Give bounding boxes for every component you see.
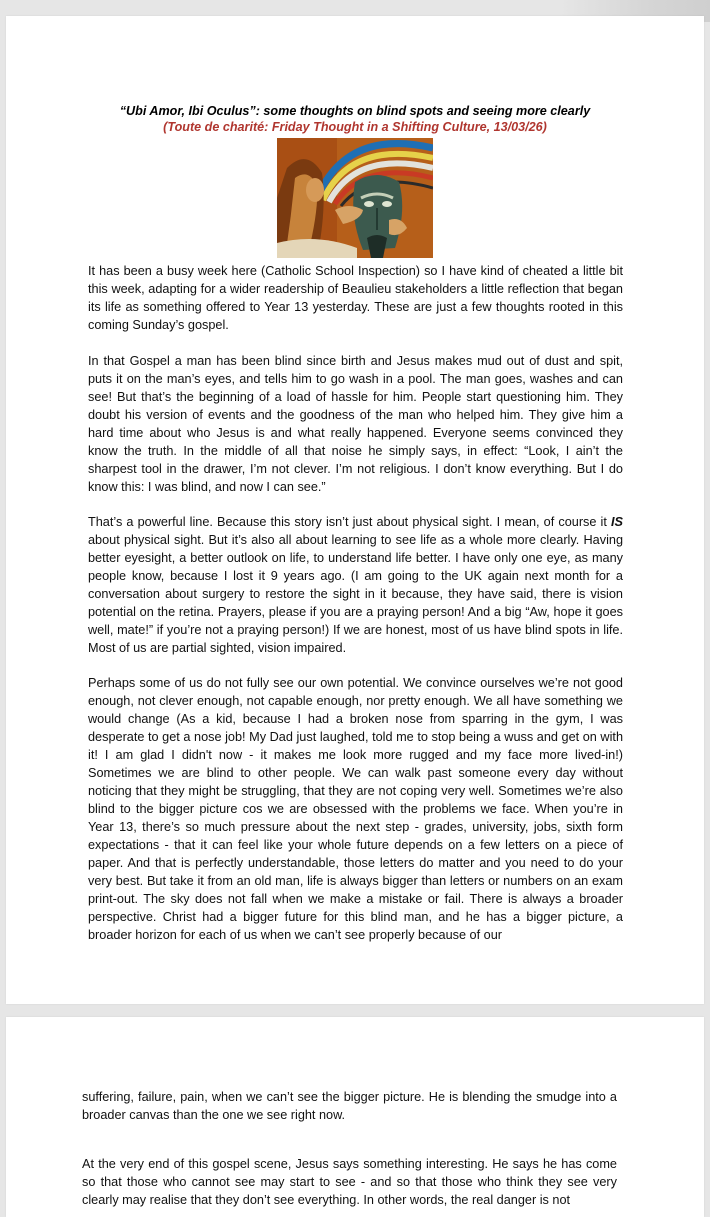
paragraph-3-part-b: about physical sight. But it’s also all about learning to see life as a whole more clearly. Having better eyesight, a better outlook on life, to understand life better. I have only one eye, as many people know, because I lost it 9 years ago. (I am going to the UK again next month for a conversation about surgery to restore the sight in it because, they have said, there is vision potential on the retina. Prayers, please if you are a praying person! And a big “Aw, hope it goes well, mate!” if you’re not a praying person!) If we are honest, most of us have blind spots in life. Most of us are partial sighted, vision impaired. xyxy=(88,533,623,655)
paragraph-3-emphasis: IS xyxy=(611,515,623,529)
healing-blind-man-painting xyxy=(277,138,433,258)
paragraph-4: Perhaps some of us do not fully see our own potential. We convince ourselves we’re not good enough, not clever enough, not capable enough, nor pretty enough. We all have something we would change (As a kid, because I had a broken nose from sparring in the gym, I was desperate to get a nose job! My Dad just laughed, told me to stop being a wuss and get on with it! I am glad I didn't now - it makes me look more rugged and my face more lived-in!) Sometimes we are blind to other people. We can walk past someone every day without noticing that they might be struggling, that they are not coping very well. Sometimes we’re also blind to the bigger picture cos we are obsessed with the problems we face. When you’re in Year 13, there’s so much pressure about the next step - grades, university, jobs, sixth form expectations - that it can feel like your whole future depends on a few letters on a piece of paper. And that is perfectly understandable, those letters do matter and you need to do your very best. But take it from an old man, life is always bigger than letters or numbers on an exam print-out. The sky does not fall when we make a mistake or fail. There is always a broader perspective. Christ had a bigger future for this blind man, and he has a bigger picture, a broader horizon for each of us when we can’t see properly because of our xyxy=(88,676,623,942)
document-title xyxy=(6,103,704,135)
paragraph-6: At the very end of this gospel scene, Jesus says something interesting. He says he has come so that those who cannot see may start to see - and so that those who think they see very clearly may realise that they don’t see everything. In other words, the real danger is not xyxy=(82,1157,617,1207)
paragraph-1: It has been a busy week here (Catholic School Inspection) so I have kind of cheated a little bit this week, adapting for a wider readership of Beaulieu stakeholders a little reflection that began its life as something offered to Year 13 yesterday. These are just a few thoughts rooted in this coming Sunday’s gospel. xyxy=(88,264,623,332)
document-page-1 xyxy=(6,16,704,1004)
paragraph-5: suffering, failure, pain, when we can’t see the bigger picture. He is blending the smudge into a broader canvas than the one we see right now. xyxy=(82,1090,617,1122)
paragraph-3-part-a: That’s a powerful line. Because this story isn’t just about physical sight. I mean, of course it xyxy=(88,515,611,529)
paragraph-2: In that Gospel a man has been blind since birth and Jesus makes mud out of dust and spit, puts it on the man’s eyes, and tells him to go wash in a pool. The man goes, washes and can see! But that’s the beginning of a load of hassle for him. People start questioning him. They doubt his version of events and the goodness of the man who helped him. They give him a hard time about who Jesus is and what really happened. Everyone seems convinced they know the truth. In the middle of all that noise he simply says, in effect: “Look, I ain’t the sharpest tool in the drawer, I’m not clever. I’m not religious. I don’t know everything. But I do know this: I was blind, and now I can see.” xyxy=(88,354,623,494)
title-line-2: (Toute de charité: Friday Thought in a Shifting Culture, 13/03/26) xyxy=(163,120,547,134)
title-line-1 xyxy=(6,103,704,119)
title-subtitle: : some thoughts on blind spots and seeing more clearly xyxy=(255,104,591,118)
paragraph-3 xyxy=(88,513,623,657)
title-quote: “Ubi Amor, Ibi Oculus” xyxy=(119,104,256,118)
